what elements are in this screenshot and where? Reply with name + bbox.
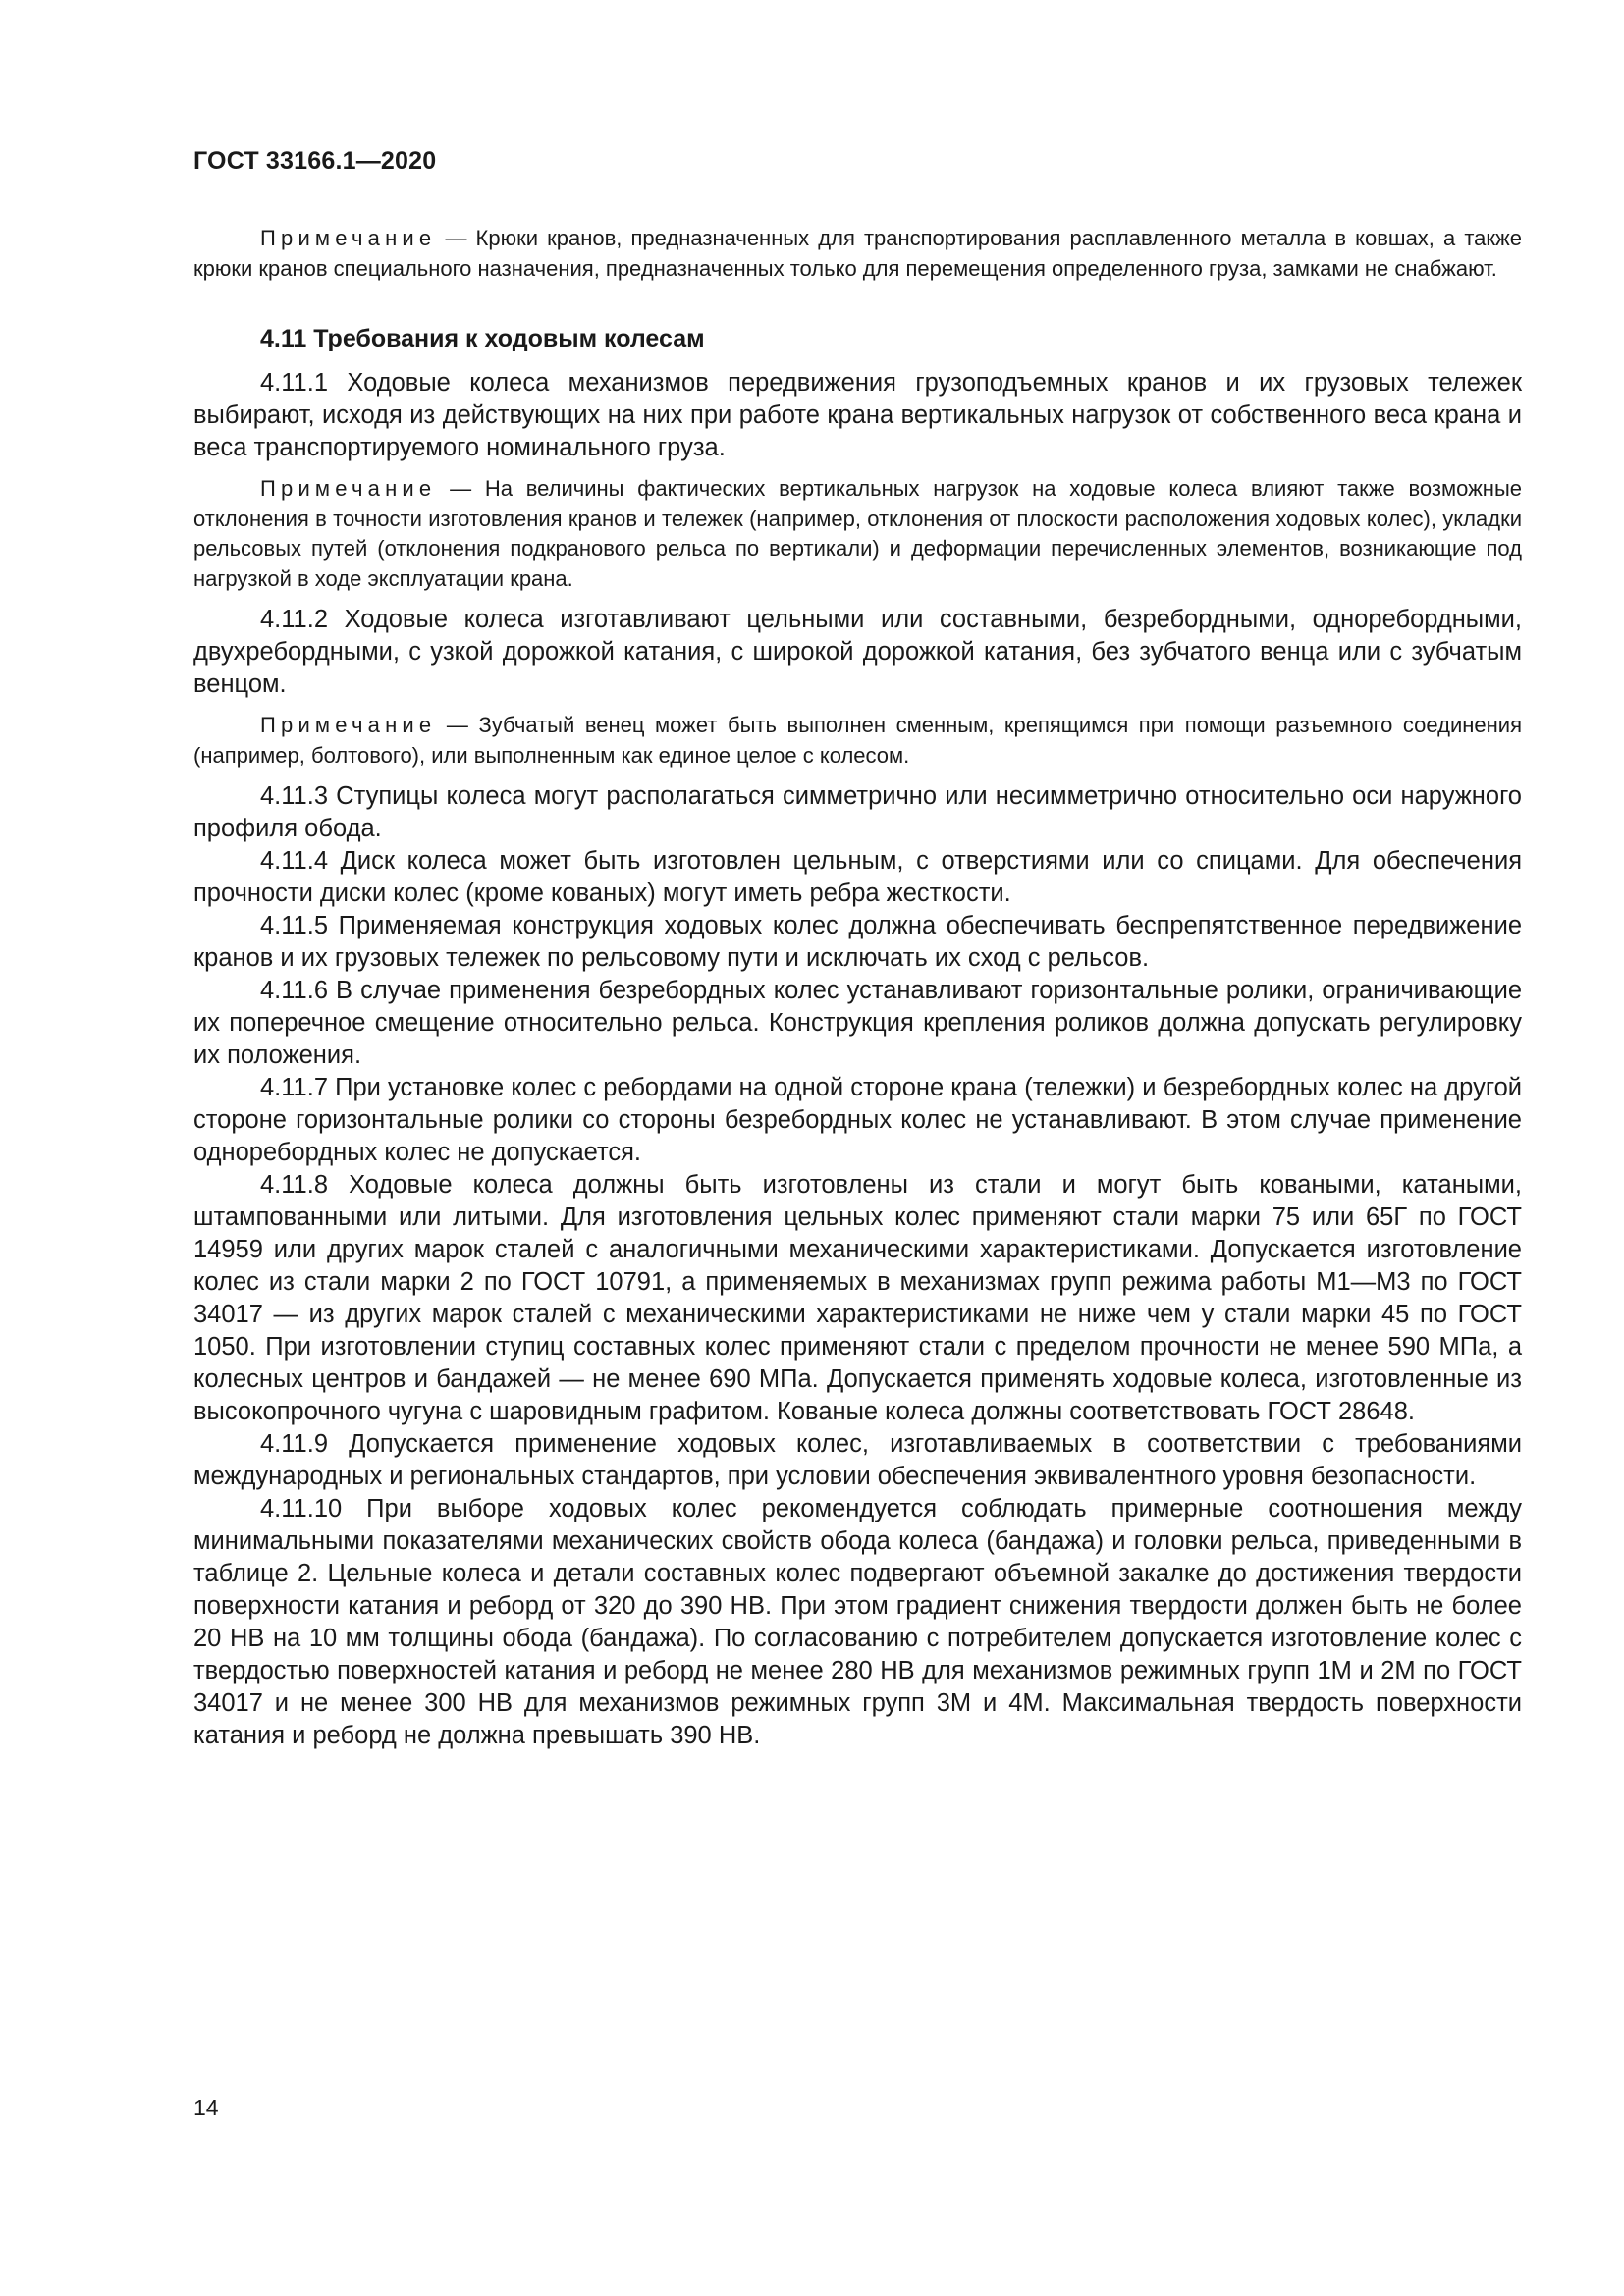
note-gear-rim: [193, 711, 1522, 771]
note-text: — Зубчатый венец может быть выполнен сменным, крепящимся при помощи разъемного соединения (например, болтового), или выполненным как единое целое с колесом.: [193, 713, 1522, 768]
note-label: Примечание: [260, 713, 437, 737]
document-code-header: ГОСТ 33166.1—2020: [193, 147, 437, 175]
page-content: [193, 224, 1522, 1752]
paragraph-4-11-7: 4.11.7 При установке колес с ребордами на одной стороне крана (тележки) и безребордных колес на другой стороне горизонтальные ролики со стороны безребордных колес не устанавливают. В этом случае применение одноребордных колес не допускается.: [193, 1074, 1522, 1166]
paragraph-4-11-9: 4.11.9 Допускается применение ходовых колес, изготавливаемых в соответствии с требованиями международных и региональных стандартов, при условии обеспечения эквивалентного уровня безопасности.: [193, 1430, 1522, 1490]
note-text: — На величины фактических вертикальных нагрузок на ходовые колеса влияют также возможные отклонения в точности изготовления кранов и тележек (например, отклонения от плоскости расположения ходовых колес), укладки рельсовых путей (отклонения подкранового рельса по вертикали) и деформации перечисленных элементов, возникающие под нагрузкой в ходе эксплуатации крана.: [193, 476, 1522, 591]
paragraph-4-11-8: 4.11.8 Ходовые колеса должны быть изготовлены из стали и могут быть коваными, катаными, штампованными или литыми. Для изготовления цельных колес применяют стали марки 75 или 65Г по ГОСТ 14959 или других марок сталей с аналогичными механическими характеристиками. Допускается изготовление колес из стали марки 2 по ГОСТ 10791, а применяемых в механизмах групп режима работы М1—М3 по ГОСТ 34017 — из других марок сталей с механическими характеристиками не ниже чем у стали марки 45 по ГОСТ 1050. При изготовлении ступиц составных колес применяют стали с пределом прочности не менее 590 МПа, а колесных центров и бандажей — не менее 690 МПа. Допускается применять ходовые колеса, изготовленные из высокопрочного чугуна с шаровидным графитом. Кованые колеса должны соответствовать ГОСТ 28648.: [193, 1171, 1522, 1425]
note-hooks: [193, 224, 1522, 284]
note-text: — Крюки кранов, предназначенных для транспортирования расплавленного металла в ковшах, а также крюки кранов специального назначения, предназначенных только для перемещения определенного груза, замками не снабжают.: [193, 226, 1522, 281]
paragraph-4-11-5: 4.11.5 Применяемая конструкция ходовых колес должна обеспечивать беспрепятственное передвижение кранов и их грузовых тележек по рельсовому пути и исключать их сход с рельсов.: [193, 912, 1522, 972]
paragraph-4-11-10: 4.11.10 При выборе ходовых колес рекомендуется соблюдать примерные соотношения между минимальными показателями механических свойств обода колеса (бандажа) и головки рельса, приведенными в таблице 2. Цельные колеса и детали составных колес подвергают объемной закалке до достижения твердости поверхности катания и реборд от 320 до 390 НВ. При этом градиент снижения твердости должен быть не более 20 НВ на 10 мм толщины обода (бандажа). По согласованию с потребителем допускается изготовление колес с твердостью поверхностей катания и реборд не менее 280 НВ для механизмов режимных групп 1М и 2М по ГОСТ 34017 и не менее 300 НВ для механизмов режимных групп 3М и 4М. Максимальная твердость поверхности катания и реборд не должна превышать 390 НВ.: [193, 1495, 1522, 1749]
note-label: Примечание: [260, 476, 437, 501]
paragraph-4-11-6: 4.11.6 В случае применения безребордных колес устанавливают горизонтальные ролики, ограничивающие их поперечное смещение относительно рельса. Конструкция крепления роликов должна допускать регулировку их положения.: [193, 977, 1522, 1069]
note-vertical-loads: [193, 474, 1522, 594]
paragraph-4-11-2: 4.11.2 Ходовые колеса изготавливают цельными или составными, безребордными, одноребордными, двухребордными, с узкой дорожкой катания, с широкой дорожкой катания, без зубчатого венца или с зубчатым венцом.: [193, 606, 1522, 698]
note-label: Примечание: [260, 226, 437, 250]
section-title: 4.11 Требования к ходовым колесам: [260, 325, 705, 352]
page-number: 14: [193, 2095, 219, 2120]
paragraph-4-11-1: 4.11.1 Ходовые колеса механизмов передвижения грузоподъемных кранов и их грузовых тележек выбирают, исходя из действующих на них при работе крана вертикальных нагрузок от собственного веса крана и веса транспортируемого номинального груза.: [193, 369, 1522, 461]
paragraph-4-11-4: 4.11.4 Диск колеса может быть изготовлен цельным, с отверстиями или со спицами. Для обеспечения прочности диски колес (кроме кованых) могут иметь ребра жесткости.: [193, 847, 1522, 907]
paragraph-4-11-3: 4.11.3 Ступицы колеса могут располагаться симметрично или несимметрично относительно оси наружного профиля обода.: [193, 782, 1522, 842]
